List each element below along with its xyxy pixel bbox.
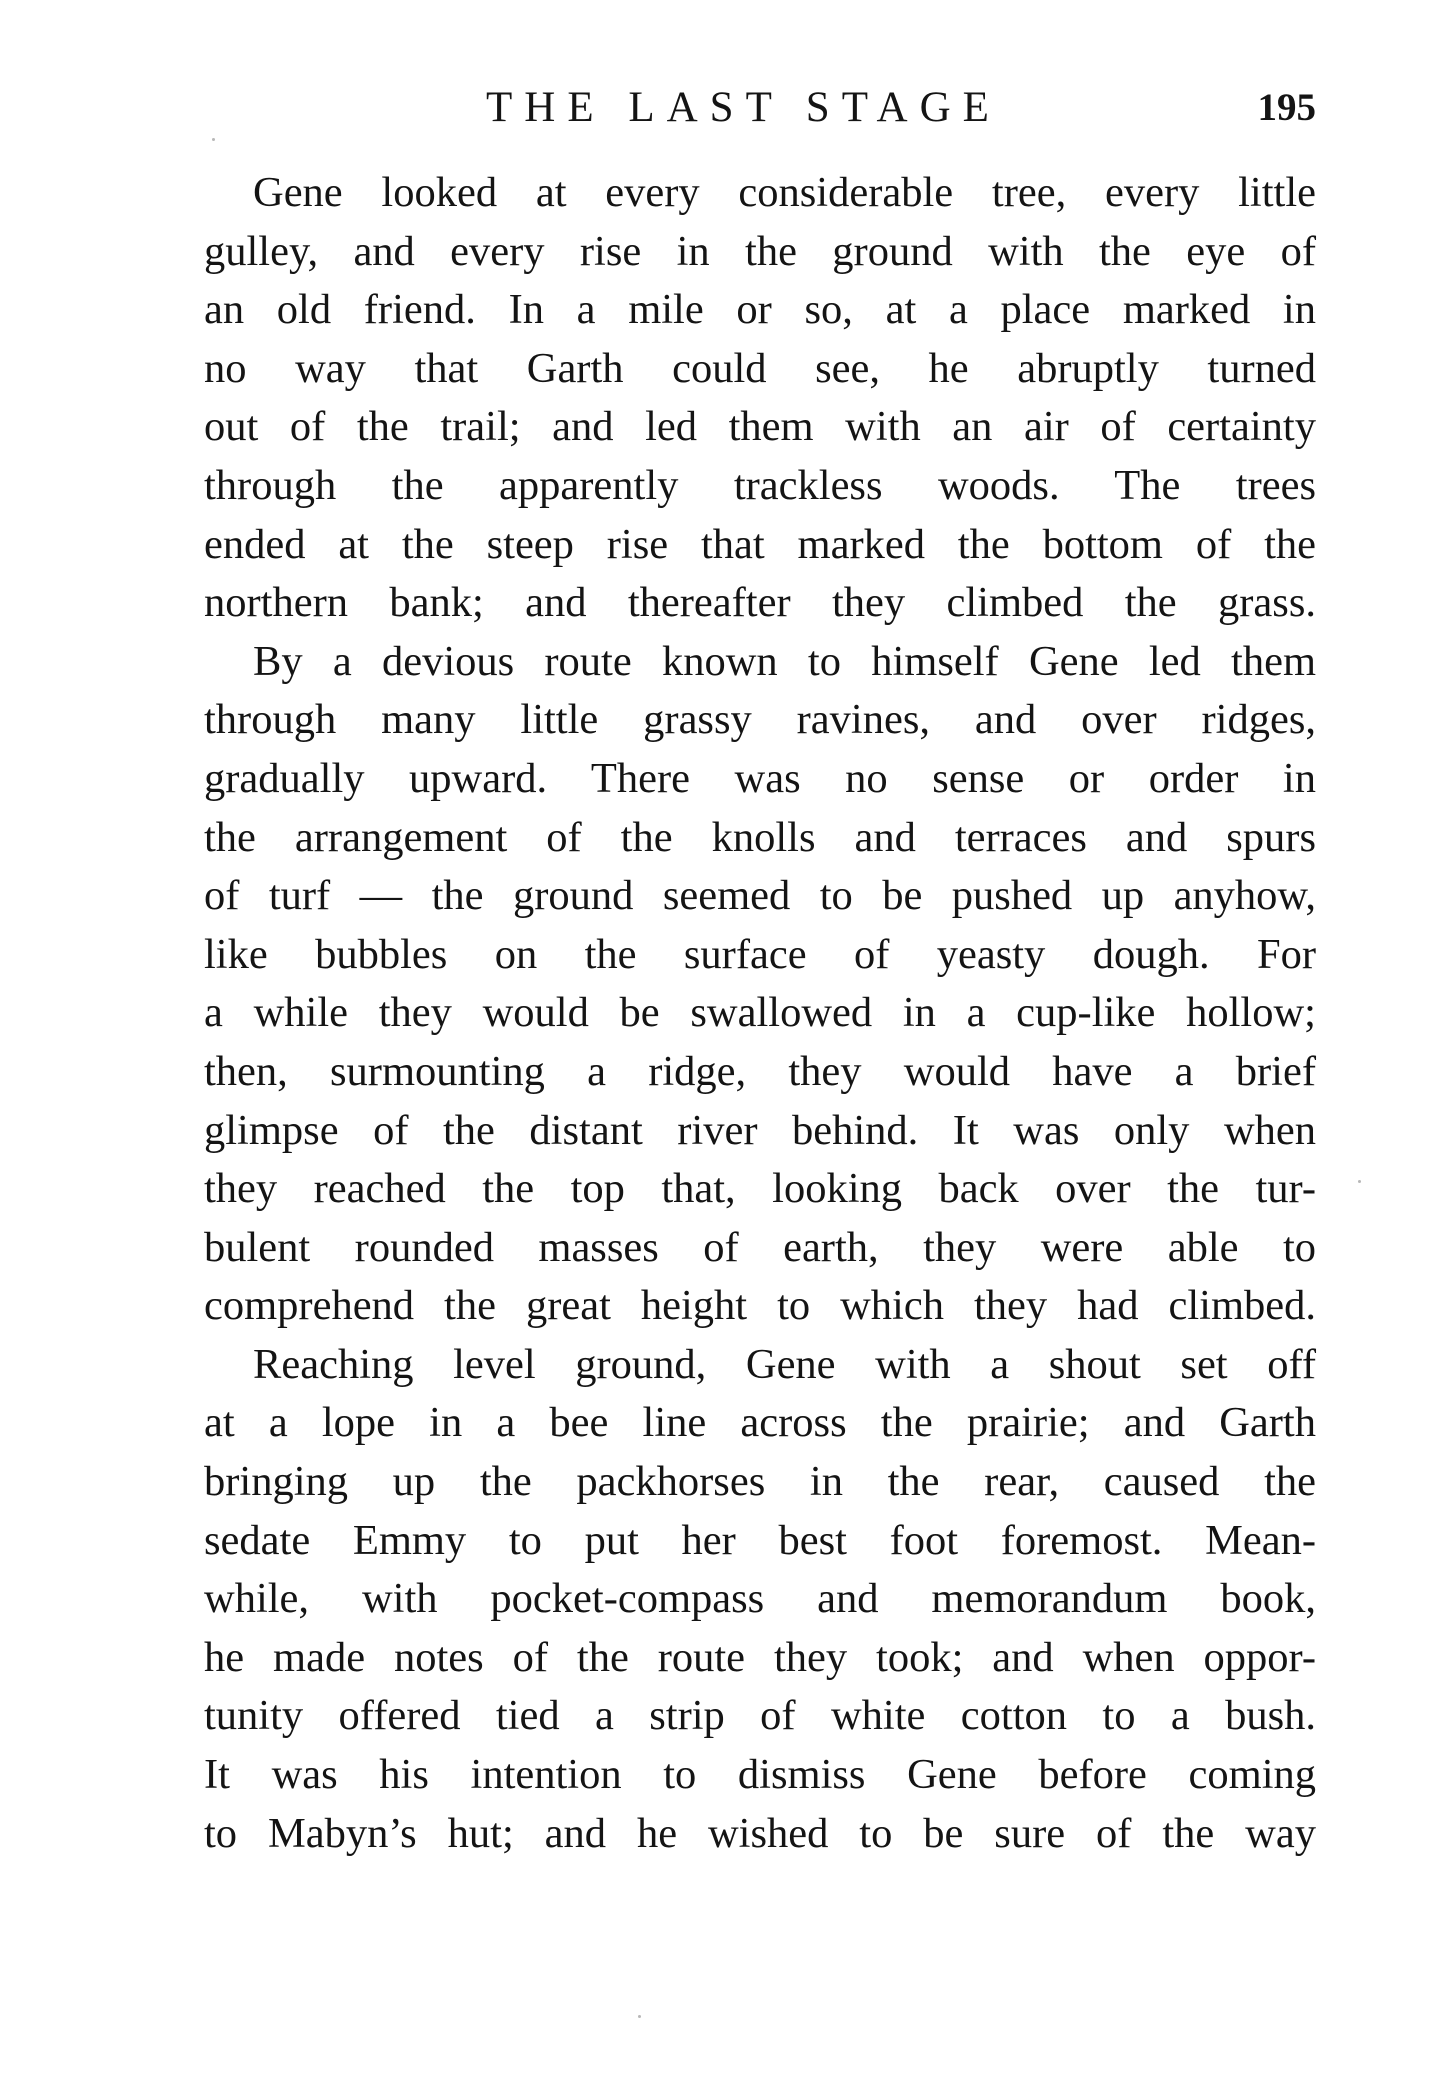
text-line: an old friend. In a mile or so, at a place marked in xyxy=(204,286,1316,334)
text-line: Gene looked at every considerable tree, every little xyxy=(253,169,1316,216)
text-line: through the apparently trackless woods. The trees xyxy=(204,461,1316,509)
text-line: through many little grassy ravines, and over ridges, xyxy=(204,696,1316,744)
text-line: a while they would be swallowed in a cup-like hollow; xyxy=(204,989,1316,1037)
text-line: out of the trail; and led them with an air of certainty xyxy=(204,403,1316,451)
text-line: to Mabyn’s hut; and he wished to be sure of the way xyxy=(204,1809,1316,1857)
text-line: at a lope in a bee line across the prairie; and Garth xyxy=(204,1399,1316,1447)
text-line: By a devious route known to himself Gene led them xyxy=(253,637,1316,685)
text-line: sedate Emmy to put her best foot foremost. Mean- xyxy=(204,1516,1316,1564)
text-line: while, with pocket-compass and memorandum book, xyxy=(204,1575,1316,1623)
text-line: of turf — the ground seemed to be pushed up anyhow, xyxy=(204,872,1316,920)
text-line: glimpse of the distant river behind. It was only when xyxy=(204,1106,1316,1154)
print-speck xyxy=(212,138,215,141)
text-line: tunity offered tied a strip of white cotton to a bush. xyxy=(204,1692,1316,1740)
text-line: northern bank; and thereafter they climbed the grass. xyxy=(204,579,1316,627)
text-line: gulley, and every rise in the ground with the eye of xyxy=(204,227,1316,275)
page-number: 195 xyxy=(1257,86,1316,129)
body-text xyxy=(204,164,1316,1863)
print-speck xyxy=(1358,1180,1361,1183)
text-line: comprehend the great height to which they had climbed. xyxy=(204,1282,1316,1330)
text-line: he made notes of the route they took; and when oppor- xyxy=(204,1633,1316,1681)
text-line: they reached the top that, looking back over the tur- xyxy=(204,1165,1316,1213)
text-line: It was his intention to dismiss Gene before coming xyxy=(204,1751,1316,1799)
text-line: bulent rounded masses of earth, they were able to xyxy=(204,1223,1316,1271)
running-title: THE LAST STAGE xyxy=(486,84,1001,131)
text-line: no way that Garth could see, he abruptly turned xyxy=(204,344,1316,392)
print-speck xyxy=(638,2015,641,2018)
text-line: ended at the steep rise that marked the bottom of the xyxy=(204,520,1316,568)
text-line: bringing up the packhorses in the rear, caused the xyxy=(204,1458,1316,1506)
text-line: the arrangement of the knolls and terraces and spurs xyxy=(204,813,1316,861)
text-line: like bubbles on the surface of yeasty dough. For xyxy=(204,930,1316,978)
text-line: gradually upward. There was no sense or order in xyxy=(204,754,1316,802)
running-head xyxy=(204,78,1316,138)
text-line: then, surmounting a ridge, they would have a brief xyxy=(204,1047,1316,1095)
text-line: Reaching level ground, Gene with a shout set off xyxy=(253,1340,1316,1388)
